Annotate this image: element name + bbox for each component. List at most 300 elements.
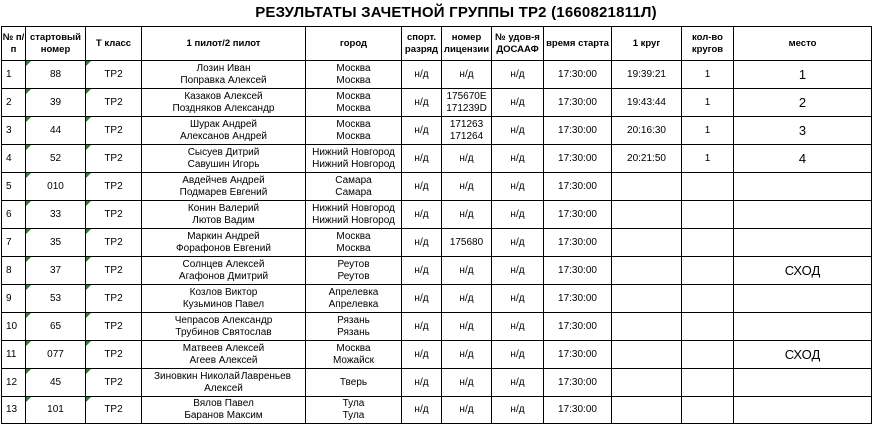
dosaaf-number: н/д xyxy=(510,152,525,164)
class-value: ТР2 xyxy=(104,320,123,332)
table-row xyxy=(2,341,872,369)
cell-city xyxy=(306,201,402,229)
cell-start-time xyxy=(544,229,612,257)
pilot1-name: Матвеев Алексей xyxy=(182,342,265,354)
cell-lap1 xyxy=(612,285,682,313)
start-number: 39 xyxy=(49,96,62,108)
page-title: РЕЗУЛЬТАТЫ ЗАЧЕТНОЙ ГРУППЫ ТР2 (1660821811Л) xyxy=(255,4,657,21)
city1: Самара xyxy=(335,174,372,186)
cell-num xyxy=(2,117,26,145)
cell-pilots xyxy=(142,257,306,285)
cell-sport-rank xyxy=(402,257,442,285)
cell-license xyxy=(442,257,492,285)
cell-dosaaf xyxy=(492,397,544,424)
cell-lap1 xyxy=(612,201,682,229)
sport-rank: н/д xyxy=(414,348,429,360)
cell-laps xyxy=(682,201,734,229)
row-number: 4 xyxy=(6,152,12,164)
start-number: 44 xyxy=(49,124,62,136)
cell-sport-rank xyxy=(402,285,442,313)
cell-class xyxy=(86,341,142,369)
row-number: 1 xyxy=(6,68,12,80)
cell-start-time xyxy=(544,61,612,89)
start-time: 17:30:00 xyxy=(558,152,597,164)
pilot2-name: Трубинов Святослав xyxy=(175,326,272,338)
license1: н/д xyxy=(459,348,474,360)
start-time: 17:30:00 xyxy=(558,348,597,360)
cell-city xyxy=(306,341,402,369)
start-number: 010 xyxy=(47,180,64,192)
pilot2-name: Баранов Максим xyxy=(184,410,263,421)
start-time: 17:30:00 xyxy=(558,96,597,108)
license1: н/д xyxy=(459,208,474,220)
row-number: 2 xyxy=(6,96,12,108)
cell-laps xyxy=(682,397,734,424)
cell-start-number xyxy=(26,117,86,145)
cell-city xyxy=(306,257,402,285)
cell-sport-rank xyxy=(402,173,442,201)
cell-license xyxy=(442,173,492,201)
cell-start-number xyxy=(26,313,86,341)
sport-rank: н/д xyxy=(414,96,429,108)
cell-num xyxy=(2,369,26,397)
pilot1-name: Козлов Виктор xyxy=(189,286,258,298)
header-place: место xyxy=(734,27,872,61)
laps-count: 1 xyxy=(704,124,711,136)
cell-start-number xyxy=(26,201,86,229)
cell-lap1 xyxy=(612,145,682,173)
pilot2-name: Форафонов Евгений xyxy=(176,242,271,254)
cell-place xyxy=(734,369,872,397)
laps-count: 1 xyxy=(704,152,711,164)
place-value: СХОД xyxy=(784,262,821,278)
city2: Нижний Новгород xyxy=(312,158,395,170)
cell-lap1 xyxy=(612,369,682,397)
license1: н/д xyxy=(459,292,474,304)
cell-pilots xyxy=(142,61,306,89)
table-row xyxy=(2,285,872,313)
sport-rank: н/д xyxy=(414,376,429,388)
pilot1-name: Маркин Андрей xyxy=(187,230,260,242)
cell-num xyxy=(2,341,26,369)
start-number: 101 xyxy=(47,404,64,415)
cell-laps xyxy=(682,173,734,201)
cell-start-number xyxy=(26,369,86,397)
cell-start-time xyxy=(544,145,612,173)
cell-start-number xyxy=(26,61,86,89)
header-lap1: 1 круг xyxy=(612,27,682,61)
cell-start-time xyxy=(544,341,612,369)
cell-lap1 xyxy=(612,173,682,201)
cell-city xyxy=(306,61,402,89)
pilot2-name: Поздняков Александр xyxy=(172,102,275,114)
table-row xyxy=(2,61,872,89)
cell-sport-rank xyxy=(402,369,442,397)
cell-pilots xyxy=(142,313,306,341)
city2: Можайск xyxy=(332,354,375,366)
pilot2-surname: Лавреньев xyxy=(240,370,291,382)
cell-pilots xyxy=(142,341,306,369)
dosaaf-number: н/д xyxy=(510,208,525,220)
cell-num xyxy=(2,89,26,117)
cell-start-time xyxy=(544,397,612,424)
cell-num xyxy=(2,145,26,173)
city2: Москва xyxy=(336,74,371,86)
license1: 175670Е xyxy=(446,90,487,102)
cell-start-number xyxy=(26,145,86,173)
cell-sport-rank xyxy=(402,61,442,89)
cell-dosaaf xyxy=(492,285,544,313)
cell-start-number xyxy=(26,397,86,424)
start-time: 17:30:00 xyxy=(558,292,597,304)
cell-city xyxy=(306,285,402,313)
start-time: 17:30:00 xyxy=(558,180,597,192)
table-row xyxy=(2,145,872,173)
license1: 175680 xyxy=(449,236,484,248)
cell-place xyxy=(734,257,872,285)
sport-rank: н/д xyxy=(414,320,429,332)
cell-city xyxy=(306,397,402,424)
row-number: 6 xyxy=(6,208,12,220)
sport-rank: н/д xyxy=(414,264,429,276)
dosaaf-number: н/д xyxy=(510,124,525,136)
cell-start-time xyxy=(544,89,612,117)
cell-license xyxy=(442,201,492,229)
license1: 171263 xyxy=(449,118,484,130)
cell-license xyxy=(442,313,492,341)
class-value: ТР2 xyxy=(104,264,123,276)
class-value: ТР2 xyxy=(104,124,123,136)
city1: Нижний Новгород xyxy=(312,146,395,158)
cell-lap1 xyxy=(612,229,682,257)
cell-lap1 xyxy=(612,341,682,369)
cell-class xyxy=(86,285,142,313)
start-number: 33 xyxy=(49,208,62,220)
cell-lap1 xyxy=(612,61,682,89)
row-number: 3 xyxy=(6,124,12,136)
cell-class xyxy=(86,89,142,117)
pilot1-name: Шурак Андрей xyxy=(189,118,258,130)
header-row xyxy=(2,27,872,61)
dosaaf-number: н/д xyxy=(510,376,525,388)
start-number: 88 xyxy=(49,68,62,80)
city2: Москва xyxy=(336,130,371,142)
row-number: 7 xyxy=(6,236,12,248)
cell-class xyxy=(86,397,142,424)
laps-count: 1 xyxy=(704,96,711,108)
cell-laps xyxy=(682,257,734,285)
start-time: 17:30:00 xyxy=(558,68,597,80)
dosaaf-number: н/д xyxy=(510,404,525,415)
cell-dosaaf xyxy=(492,229,544,257)
cell-num xyxy=(2,313,26,341)
license1: н/д xyxy=(459,376,474,388)
row-number: 12 xyxy=(6,376,18,388)
row-number: 13 xyxy=(6,404,18,415)
cell-num xyxy=(2,173,26,201)
cell-start-time xyxy=(544,201,612,229)
cell-pilots xyxy=(142,173,306,201)
license2: 171239D xyxy=(446,102,487,114)
pilot1-name: Вялов Павел xyxy=(193,398,254,409)
cell-dosaaf xyxy=(492,117,544,145)
pilot2-name: Подмарев Евгений xyxy=(179,186,268,198)
city2: Апрелевка xyxy=(328,298,379,310)
cell-pilots xyxy=(142,201,306,229)
cell-num xyxy=(2,285,26,313)
cell-class xyxy=(86,117,142,145)
cell-sport-rank xyxy=(402,229,442,257)
start-time: 17:30:00 xyxy=(558,236,597,248)
cell-license xyxy=(442,145,492,173)
cell-class xyxy=(86,369,142,397)
cell-lap1 xyxy=(612,89,682,117)
pilot2-name: Кузьминов Павел xyxy=(182,298,265,310)
city1: Москва xyxy=(336,118,371,130)
city1: Реутов xyxy=(337,258,370,270)
cell-city xyxy=(306,145,402,173)
cell-laps xyxy=(682,285,734,313)
city2: Москва xyxy=(336,102,371,114)
cell-city xyxy=(306,229,402,257)
cell-start-time xyxy=(544,257,612,285)
dosaaf-number: н/д xyxy=(510,236,525,248)
pilot1-name: Авдейчев Андрей xyxy=(182,174,265,186)
cell-lap1 xyxy=(612,117,682,145)
cell-start-number xyxy=(26,229,86,257)
class-value: ТР2 xyxy=(104,96,123,108)
cell-place xyxy=(734,61,872,89)
start-time: 17:30:00 xyxy=(558,376,597,388)
cell-place xyxy=(734,313,872,341)
cell-pilots xyxy=(142,117,306,145)
cell-place xyxy=(734,173,872,201)
cell-dosaaf xyxy=(492,257,544,285)
place-value: СХОД xyxy=(784,346,821,362)
start-number: 52 xyxy=(49,152,62,164)
class-value: ТР2 xyxy=(104,152,123,164)
place-value: 4 xyxy=(798,150,807,166)
city2: Рязань xyxy=(337,326,370,338)
cell-lap1 xyxy=(612,313,682,341)
header-start-time: время старта xyxy=(544,27,612,61)
pilot1-name: Чепрасов Александр xyxy=(174,314,273,326)
pilot1-name: Сысуев Дитрий xyxy=(187,146,260,158)
row-number: 5 xyxy=(6,180,12,192)
start-time: 17:30:00 xyxy=(558,124,597,136)
cell-laps xyxy=(682,341,734,369)
cell-sport-rank xyxy=(402,201,442,229)
row-number: 8 xyxy=(6,264,12,276)
cell-start-number xyxy=(26,341,86,369)
cell-place xyxy=(734,397,872,424)
table-row xyxy=(2,229,872,257)
class-value: ТР2 xyxy=(104,376,123,388)
start-number: 077 xyxy=(47,348,64,360)
cell-place xyxy=(734,117,872,145)
cell-start-time xyxy=(544,313,612,341)
city1: Апрелевка xyxy=(328,286,379,298)
city1: Москва xyxy=(336,230,371,242)
table-row xyxy=(2,369,872,397)
cell-start-time xyxy=(544,369,612,397)
cell-license xyxy=(442,397,492,424)
cell-class xyxy=(86,313,142,341)
class-value: ТР2 xyxy=(104,404,123,415)
cell-dosaaf xyxy=(492,145,544,173)
cell-dosaaf xyxy=(492,313,544,341)
cell-sport-rank xyxy=(402,145,442,173)
city1: Тверь xyxy=(339,376,368,388)
sport-rank: н/д xyxy=(414,292,429,304)
row-number: 11 xyxy=(6,348,17,360)
lap1-time: 19:43:44 xyxy=(627,96,666,108)
cell-dosaaf xyxy=(492,201,544,229)
license1: н/д xyxy=(459,68,474,80)
city1: Москва xyxy=(336,62,371,74)
table-row xyxy=(2,173,872,201)
cell-dosaaf xyxy=(492,61,544,89)
cell-place xyxy=(734,89,872,117)
dosaaf-number: н/д xyxy=(510,96,525,108)
cell-class xyxy=(86,61,142,89)
lap1-time: 20:21:50 xyxy=(627,152,666,164)
table-row xyxy=(2,117,872,145)
cell-dosaaf xyxy=(492,341,544,369)
cell-start-number xyxy=(26,89,86,117)
place-value: 3 xyxy=(798,122,807,138)
results-table xyxy=(1,26,872,424)
cell-pilots xyxy=(142,89,306,117)
start-number: 37 xyxy=(49,264,62,276)
cell-license xyxy=(442,61,492,89)
pilot1-name: Солнцев Алексей xyxy=(182,258,265,270)
city2: Самара xyxy=(335,186,372,198)
cell-class xyxy=(86,201,142,229)
header-dosaaf: № удов-я ДОСААФ xyxy=(492,27,544,61)
cell-sport-rank xyxy=(402,313,442,341)
cell-laps xyxy=(682,117,734,145)
table-row xyxy=(2,89,872,117)
city2: Нижний Новгород xyxy=(312,214,395,226)
license1: н/д xyxy=(459,180,474,192)
city1: Нижний Новгород xyxy=(312,202,395,214)
city1: Москва xyxy=(336,342,371,354)
cell-start-time xyxy=(544,173,612,201)
cell-license xyxy=(442,285,492,313)
header-pilots: 1 пилот/2 пилот xyxy=(142,27,306,61)
cell-class xyxy=(86,257,142,285)
cell-license xyxy=(442,341,492,369)
cell-sport-rank xyxy=(402,397,442,424)
license2: 171264 xyxy=(449,130,484,142)
table-row xyxy=(2,201,872,229)
cell-pilots xyxy=(142,397,306,424)
place-value: 1 xyxy=(798,66,807,82)
cell-license xyxy=(442,369,492,397)
cell-sport-rank xyxy=(402,341,442,369)
cell-dosaaf xyxy=(492,89,544,117)
cell-num xyxy=(2,201,26,229)
cell-lap1 xyxy=(612,257,682,285)
cell-class xyxy=(86,173,142,201)
dosaaf-number: н/д xyxy=(510,292,525,304)
sport-rank: н/д xyxy=(414,208,429,220)
pilot2-name: Агафонов Дмитрий xyxy=(178,270,269,282)
start-number: 45 xyxy=(49,376,62,388)
row-number: 10 xyxy=(6,320,18,332)
start-time: 17:30:00 xyxy=(558,320,597,332)
cell-license xyxy=(442,117,492,145)
start-number: 65 xyxy=(49,320,62,332)
city1: Тула xyxy=(342,398,365,409)
class-value: ТР2 xyxy=(104,236,123,248)
pilot2-name: Лютов Вадим xyxy=(192,214,255,226)
cell-place xyxy=(734,201,872,229)
cell-license xyxy=(442,89,492,117)
cell-laps xyxy=(682,369,734,397)
cell-pilots xyxy=(142,145,306,173)
cell-start-number xyxy=(26,173,86,201)
sport-rank: н/д xyxy=(414,68,429,80)
cell-place xyxy=(734,341,872,369)
class-value: ТР2 xyxy=(104,180,123,192)
license1: н/д xyxy=(459,320,474,332)
pilot1-name: Лозин Иван xyxy=(196,62,251,74)
dosaaf-number: н/д xyxy=(510,264,525,276)
cell-num xyxy=(2,61,26,89)
sport-rank: н/д xyxy=(414,236,429,248)
row-number: 9 xyxy=(6,292,12,304)
cell-laps xyxy=(682,145,734,173)
cell-start-number xyxy=(26,257,86,285)
sport-rank: н/д xyxy=(414,124,429,136)
cell-num xyxy=(2,229,26,257)
header-city: город xyxy=(306,27,402,61)
cell-start-time xyxy=(544,285,612,313)
class-value: ТР2 xyxy=(104,68,123,80)
start-time: 17:30:00 xyxy=(558,208,597,220)
sport-rank: н/д xyxy=(414,404,429,415)
table-row xyxy=(2,257,872,285)
cell-pilots xyxy=(142,229,306,257)
sport-rank: н/д xyxy=(414,180,429,192)
license1: н/д xyxy=(459,404,474,415)
table-row xyxy=(2,397,872,424)
dosaaf-number: н/д xyxy=(510,320,525,332)
pilot2-name: Поправка Алексей xyxy=(180,74,267,86)
header-num: № п/п xyxy=(2,27,26,61)
cell-dosaaf xyxy=(492,173,544,201)
dosaaf-number: н/д xyxy=(510,348,525,360)
dosaaf-number: н/д xyxy=(510,180,525,192)
cell-num xyxy=(2,397,26,424)
license1: н/д xyxy=(459,264,474,276)
cell-class xyxy=(86,229,142,257)
start-number: 53 xyxy=(49,292,62,304)
header-sport-rank: спорт. разряд xyxy=(402,27,442,61)
cell-place xyxy=(734,145,872,173)
cell-class xyxy=(86,145,142,173)
start-time: 17:30:00 xyxy=(558,404,597,415)
city2: Реутов xyxy=(337,270,370,282)
city2: Москва xyxy=(336,242,371,254)
city1: Рязань xyxy=(337,314,370,326)
header-laps: кол-во кругов xyxy=(682,27,734,61)
pilot1-name: Конин Валерий xyxy=(187,202,260,214)
city1: Москва xyxy=(336,90,371,102)
dosaaf-number: н/д xyxy=(510,68,525,80)
